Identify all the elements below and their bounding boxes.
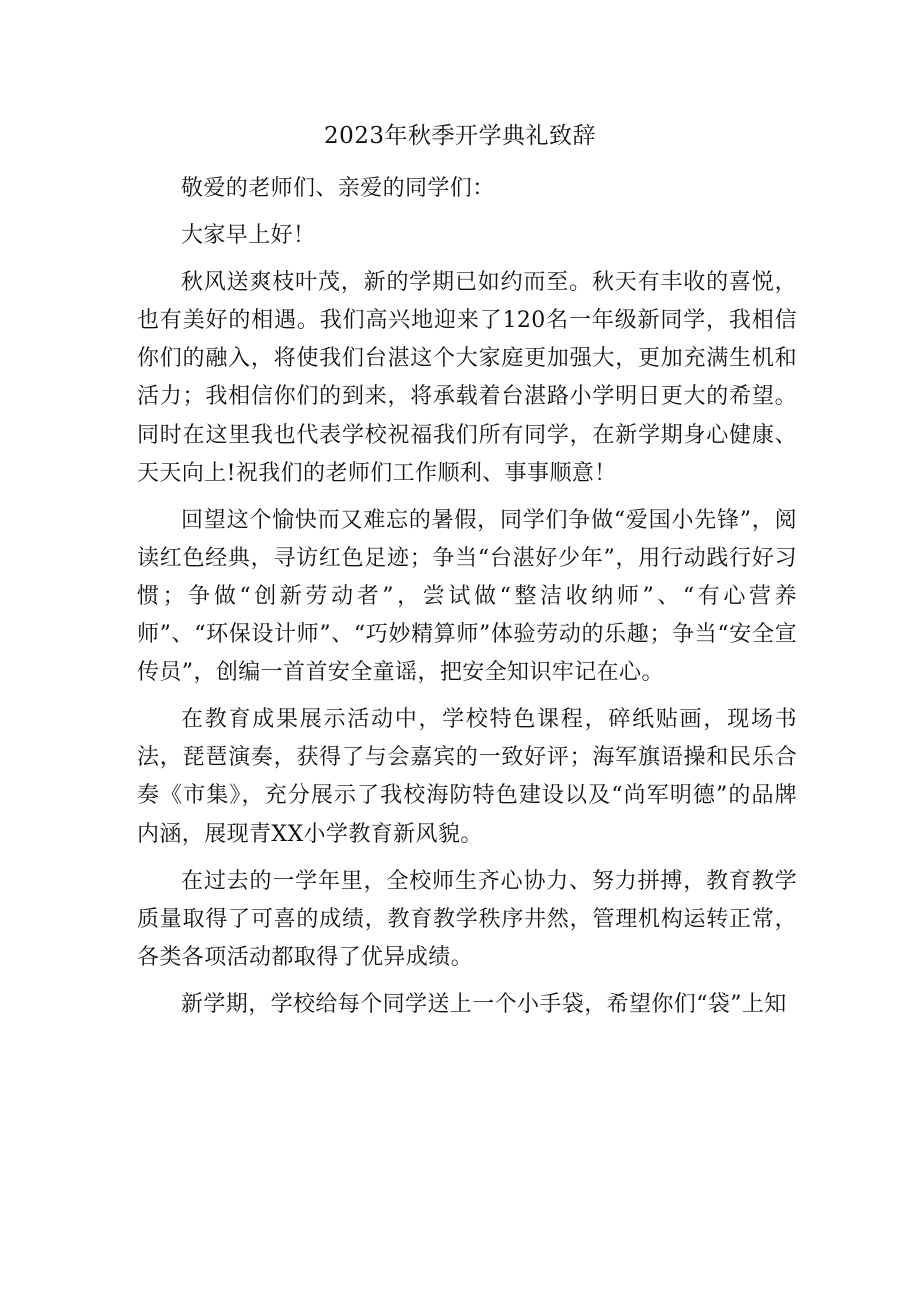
document-body <box>137 170 797 1033</box>
body-paragraph: 秋风送爽枝叶茂，新的学期已如约而至。秋天有丰收的喜悦，也有美好的相遇。我们高兴地迎来了120名一年级新同学，我相信你们的融入，将使我们台湛这个大家庭更加强大，更加充满生机和活力；我相信你们的到来，将承载着台湛路小学明日更大的希望。同时在这里我也代表学校祝福我们所有同学，在新学期身心健康、天天向上!祝我们的老师们工作顺利、事事顺意！ <box>137 270 797 486</box>
document-title: 2023年秋季开学典礼致辞 <box>323 123 597 149</box>
body-paragraph: 回望这个愉快而又难忘的暑假，同学们争做“爱国小先锋”，阅读红色经典，寻访红色足迹；争当“台湛好少年”，用行动践行好习惯；争做“创新劳动者”，尝试做“整洁收纳师”、“有心营养师”、“环保设计师”、“巧妙精算师”体验劳动的乐趣；争当“安全宣传员”，创编一首首安全童谣，把安全知识牢记在心。 <box>137 507 797 686</box>
body-paragraph: 新学期，学校给每个同学送上一个小手袋，希望你们“袋”上知 <box>181 991 787 1017</box>
salutation-paragraph: 敬爱的老师们、亲爱的同学们： <box>181 176 495 201</box>
body-paragraph: 在教育成果展示活动中，学校特色课程，碎纸贴画，现场书法，琵琶演奏，获得了与会嘉宾的一致好评；海军旗语操和民乐合奏《市集》，充分展示了我校海防特色建设以及“尚军明德”的品牌内涵，展现青XX小学教育新风貌。 <box>137 707 797 847</box>
greeting-paragraph: 大家早上好！ <box>181 223 316 249</box>
body-paragraph: 在过去的一学年里，全校师生齐心协力、努力拼搏，教育教学质量取得了可喜的成绩，教育教学秩序井然，管理机构运转正常，各类各项活动都取得了优异成绩。 <box>137 868 797 970</box>
